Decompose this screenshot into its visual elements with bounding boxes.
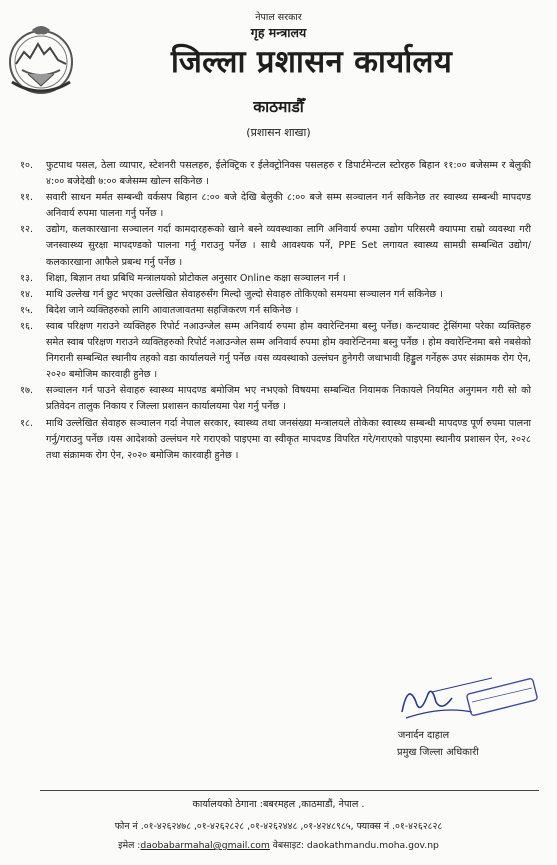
list-item [20,158,531,190]
item-number: १६. [20,320,34,332]
office-title: जिल्ला प्रशासन कार्यालय [170,44,453,80]
item-number: १८. [20,417,34,429]
government-name: नेपाल सरकार [255,12,302,23]
list-item [20,416,531,464]
signatory-title: प्रमुख जिल्ला अधिकारी [397,747,479,758]
list-item [20,303,531,319]
city-name: काठमाडौँ [253,98,304,116]
item-number: १४. [20,288,34,300]
footer-contact [0,838,557,851]
email-link[interactable]: daobabarmahal@gmail.com [140,840,270,851]
branch-name: (प्रशासन शाखा) [246,126,311,139]
item-text: उद्योग, कलकारखाना सञ्चालन गर्दा कामदारहरूको खाने बस्ने व्यवस्थाका लागि अनिवार्य रुपमा उद्योग परिसरमै क्यापमा राम्रो व्यवस्था गरी जनस्वास्थ्य सुरक्षा मापदण्डको पालना गर्नु गराउनु पर्नेछ । साथै आवश्यक पर्ने, PPE Set लगायत स्वास्थ्य सामग्री सम्बन्धित उद्योग/कलकारखाना आफैले प्रबन्ध गर्नु पर्नेछ । [46,224,531,268]
signature-stamp-icon [372,672,542,732]
website-link[interactable]: daokathmandu.moha.gov.np [303,840,439,851]
item-number: १२. [20,224,34,236]
item-text: माथि उल्लेखित सेवाहरु सञ्चालन गर्दा नेपाल सरकार, स्वास्थ्य तथा जनसंख्या मन्त्रालयले तोकेका स्वास्थ्य सम्बन्धी मापदण्ड पूर्ण रुपमा पालना गर्नु/गराउनु पर्नेछ ।यस आदेशको उल्लंघन गरे गराएको पाइएमा वा स्वीकृत मापदण्ड विपरित गरे/गराएको पाइएमा स्थानीय प्रशासन ऐन, २०२८ तथा संक्रामक रोग ऐन, २०२० बमोजिम कारवाही हुनेछ । [46,417,531,461]
list-item [20,383,531,415]
item-text: स्वाब परिक्षण गराउने व्यक्तिहरु रिपोर्ट नआउन्जेल सम्म अनिवार्य रुपमा होम क्वारेन्टिनमा बस्नु पर्नेछ। कन्टयाक्ट ट्रेसिंगमा परेका व्यक्तिहरु समेत स्वाब परिक्षण गराउने व्यक्तिहरुको रिपोर्ट नआउन्जेल सम्म अनिवार्य रुपमा होम क्वारेन्टिनमा बस्नु पर्नेछ । होम क्वारेन्टिनमा बसे नबसेको निगरानी सम्बन्धित स्थानीय तहको वडा कार्यालयले गर्नु पर्नेछ ।यस व्यवस्थाको उल्लंघन हुनेगरी जथाभावी हिड्डुल गर्नेहरू उपर संक्रामक रोग ऐन, २०२० बमोजिम कारवाही हुनेछ । [46,320,531,381]
footer-address: कार्यालयको ठेगाना :बबरमहल ,काठमाडौं, नेपाल . [192,799,365,810]
footer-phones: फोन नं .०१-४२६२४७८ ,०१-४२६२८२८ ,०१-४२६२४४८ ,०१-४२४८९८५, फ्याक्स नं .०१-४२६२८२८ [114,821,443,832]
item-text: शिक्षा, बिज्ञान तथा प्रबिधि मन्त्रालयको प्रोटोकल अनुसार Online कक्षा सञ्चालन गर्न । [46,272,346,284]
item-text: सञ्चालन गर्न पाउने सेवाहरु स्वास्थ्य मापदण्ड बमोजिम भए नभएको विषयमा सम्बन्धित नियामक निकायले नियमित अनुगमन गरी सो को प्रतिवेदन तालुक निकाय र जिल्ला प्रशासन कार्यालयमा पेश गर्नु पर्नेछ । [46,385,531,413]
footer-divider [40,790,539,791]
item-number: ११. [20,192,34,204]
list-item [20,287,531,303]
list-item [20,271,531,287]
list-item [20,319,531,383]
item-text: माथि उल्लेख गर्न छुट भएका उल्लेखित सेवाहरुसँग मिल्दो जुल्दो सेवाहरु तोकिएको समयमा सञ्चालन गर्न सकिनेछ । [46,288,443,300]
email-label: इमेल : [118,840,141,851]
item-text: फुटपाथ पसल, ठेला व्यापार, स्टेशनरी पसलहरु, ईलेक्ट्रिक र ईलेक्ट्रोनिक्स पसलहरु र डिपार्टमेन्टल स्टोरहरु बिहान ११:०० बजेसम्म र बेलुकी ४:०० बजेदेखी ७:०० बजेसम्म खोल्न सकिनेछ । [46,160,531,188]
ministry-name: गृह मन्त्रालय [250,25,307,40]
list-item [20,222,531,270]
item-number: १७. [20,385,34,397]
item-number: १५. [20,304,34,316]
list-item [20,190,531,222]
item-text: बिदेश जाने व्यक्तिहरुको लागि आवातजावतमा सहजिकरण गर्न सकिनेछ । [46,304,299,316]
item-number: १०. [20,160,34,171]
notice-body [20,158,531,464]
item-number: १३. [20,272,34,284]
item-text: सवारी साधन मर्मत सम्बन्धी वर्कसप बिहान ८:०० बजे देखि बेलुकी ८:०० बजे सम्म सञ्चालन गर्न सकिनेछ तर स्वास्थ्य सम्बन्धी मापदण्ड अनिवार्य रुपमा पालना गर्नु पर्नेछ । [46,192,531,220]
website-label: वेबसाइट: [269,840,304,851]
signatory-name: जनार्दन दाहाल [398,730,450,741]
